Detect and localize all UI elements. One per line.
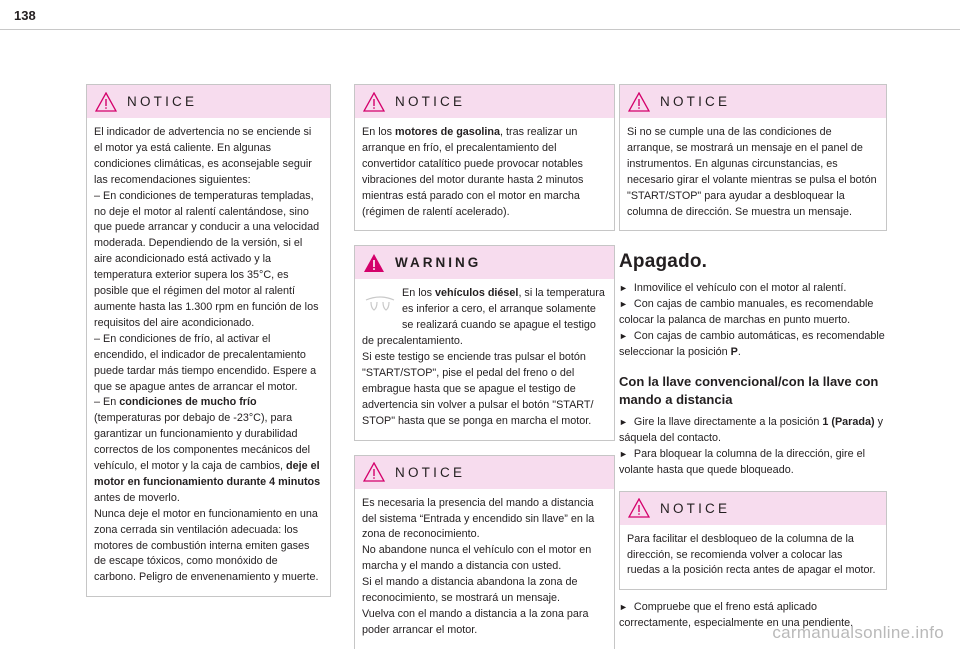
top-divider: [0, 29, 960, 30]
notice-paragraph: – En condiciones de temperaturas templadas, no deje el motor al ralentí calentándose, sino que puede arrancar y conducir a una velocidad moderada. Dependiendo de la versión, si el aire acondicionado está activado y la temperatura exterior supera los 35°C, es posible que el régimen del motor al ralentí aumente hasta las 1.300 rpm en función de los requisitos del aire acondicionado.: [94, 189, 320, 329]
notice-title: NOTICE: [395, 464, 466, 480]
notice-body: [355, 118, 614, 230]
notice-box: [619, 84, 887, 231]
instruction-step: ► Gire la llave directamente a la posición 1 (Parada) y sáquela del contacto.: [619, 415, 883, 444]
warning-triangle-icon: [363, 462, 385, 482]
notice-paragraph: No abandone nunca el vehículo con el motor en marcha y el mando a distancia con usted.: [362, 544, 592, 573]
instruction-step: ► Con cajas de cambio manuales, es recomendable colocar la palanca de marchas en punto muerto.: [619, 298, 874, 327]
notice-header: [620, 492, 886, 525]
glow-plug-icon: [362, 290, 398, 318]
instruction-step: ► Inmovilice el vehículo con el motor al ralentí.: [619, 282, 847, 295]
warning-paragraph: En los vehículos diésel, si la temperatura es inferior a cero, el arranque solamente se realizará cuando se apague el testigo de precalentamiento.: [362, 287, 605, 348]
notice-title: NOTICE: [660, 94, 731, 109]
warning-triangle-icon: [363, 92, 385, 112]
notice-paragraph: Si el mando a distancia abandona la zona de reconocimiento, se mostrará un mensaje.: [362, 576, 578, 605]
column-1: [86, 84, 331, 597]
notice-body: [355, 489, 614, 649]
warning-triangle-icon: [628, 92, 650, 112]
arrow-bullet-icon: ►: [619, 448, 628, 459]
arrow-bullet-icon: ►: [619, 283, 628, 294]
warning-triangle-icon: [628, 498, 650, 518]
notice-body: [620, 525, 886, 590]
notice-box: [354, 84, 615, 231]
arrow-bullet-icon: ►: [619, 416, 628, 427]
warning-triangle-icon: [363, 253, 385, 273]
notice-header: [87, 85, 330, 118]
warning-triangle-icon: [95, 92, 117, 112]
column-3: [619, 84, 887, 632]
arrow-bullet-icon: ►: [619, 331, 628, 342]
notice-header: [355, 456, 614, 489]
section-title: Apagado.: [619, 251, 708, 273]
notice-paragraph: Es necesaria la presencia del mando a distancia del sistema “Entrada y encendido sin llave” en la zona de reconocimiento.: [362, 496, 595, 541]
notice-paragraph: Vuelva con el mando a distancia a la zona para poder arrancar el motor.: [362, 607, 589, 636]
notice-header: [355, 85, 614, 118]
notice-body: [87, 118, 330, 596]
notice-paragraph: En los motores de gasolina, tras realizar un arranque en frío, el precalentamiento del convertidor catalítico puede provocar notables vibraciones del motor durante hasta 2 minutos mientras está parado con el motor en marcha (régimen de ralentí acelerado).: [362, 126, 584, 218]
notice-body: [620, 118, 886, 230]
warning-body: [355, 279, 614, 439]
page-number: 138: [14, 8, 36, 23]
notice-title: NOTICE: [395, 94, 466, 109]
column-2: [354, 84, 615, 649]
arrow-bullet-icon: ►: [619, 299, 628, 310]
instruction-step: ► Compruebe que el freno está aplicado correctamente, especialmente en una pendiente.: [619, 601, 854, 630]
notice-box: [86, 84, 331, 597]
instruction-step: ► Para bloquear la columna de la dirección, gire el volante hasta que quede bloqueado.: [619, 447, 865, 476]
sub-section-title: Con la llave convencional/con la llave con mando a distancia: [619, 373, 879, 407]
notice-paragraph: Si no se cumple una de las condiciones de arranque, se mostrará un mensaje en el panel de instrumentos. En algunas circunstancias, es necesario girar el volante mientras se pulsa el botón "START/STOP" para ayudar a desbloquear la columna de dirección. Se muestra un mensaje.: [627, 126, 877, 218]
instruction-list: [619, 281, 887, 361]
notice-box: [619, 491, 887, 591]
warning-title: WARNING: [395, 255, 482, 271]
notice-header: [620, 85, 886, 118]
notice-title: NOTICE: [660, 500, 731, 516]
instruction-step: ► Con cajas de cambio automáticas, es recomendable seleccionar la posición P.: [619, 330, 885, 359]
notice-paragraph: Para facilitar el desbloqueo de la columna de la dirección, se recomienda volver a colocar las ruedas a la posición recta antes de apagar el motor.: [627, 532, 876, 577]
watermark: carmanualsonline.info: [772, 623, 944, 642]
arrow-bullet-icon: ►: [619, 602, 628, 613]
notice-paragraph: Nunca deje el motor en funcionamiento en una zona cerrada sin ventilación adecuada: los motores de combustión interna emiten gases de escape tóxicos, como monóxido de carbono. Peligro de envenenamiento y muerte.: [94, 507, 319, 584]
notice-paragraph: El indicador de advertencia no se enciende si el motor ya está caliente. En algunas condiciones climáticas, es aconsejable seguir las recomendaciones siguientes:: [94, 126, 312, 186]
instruction-list: [619, 415, 887, 479]
notice-box: [354, 455, 615, 649]
notice-title: NOTICE: [127, 94, 198, 109]
warning-box: [354, 245, 615, 440]
notice-paragraph: – En condiciones de frío, al activar el encendido, el indicador de precalentamiento puede tardar más tiempo encendido. Espere a que se apague antes de arrancar el motor.: [94, 332, 317, 393]
warning-paragraph: Si este testigo se enciende tras pulsar el botón "START/STOP", pise el pedal del freno o del embrague hasta que se apague el testigo de advertencia sin volver a pulsar el botón "START/ STOP" hasta que se ponga en marcha el motor.: [362, 351, 594, 427]
warning-header: [355, 246, 614, 279]
notice-paragraph: – En condiciones de mucho frío (temperaturas por debajo de -23°C), para garantizar un funcionamiento y durabilidad correctos de los componentes mecánicos del vehículo, el motor y la caja de cambios, deje el motor en funcionamiento durante 4 minutos antes de moverlo.: [94, 396, 321, 504]
